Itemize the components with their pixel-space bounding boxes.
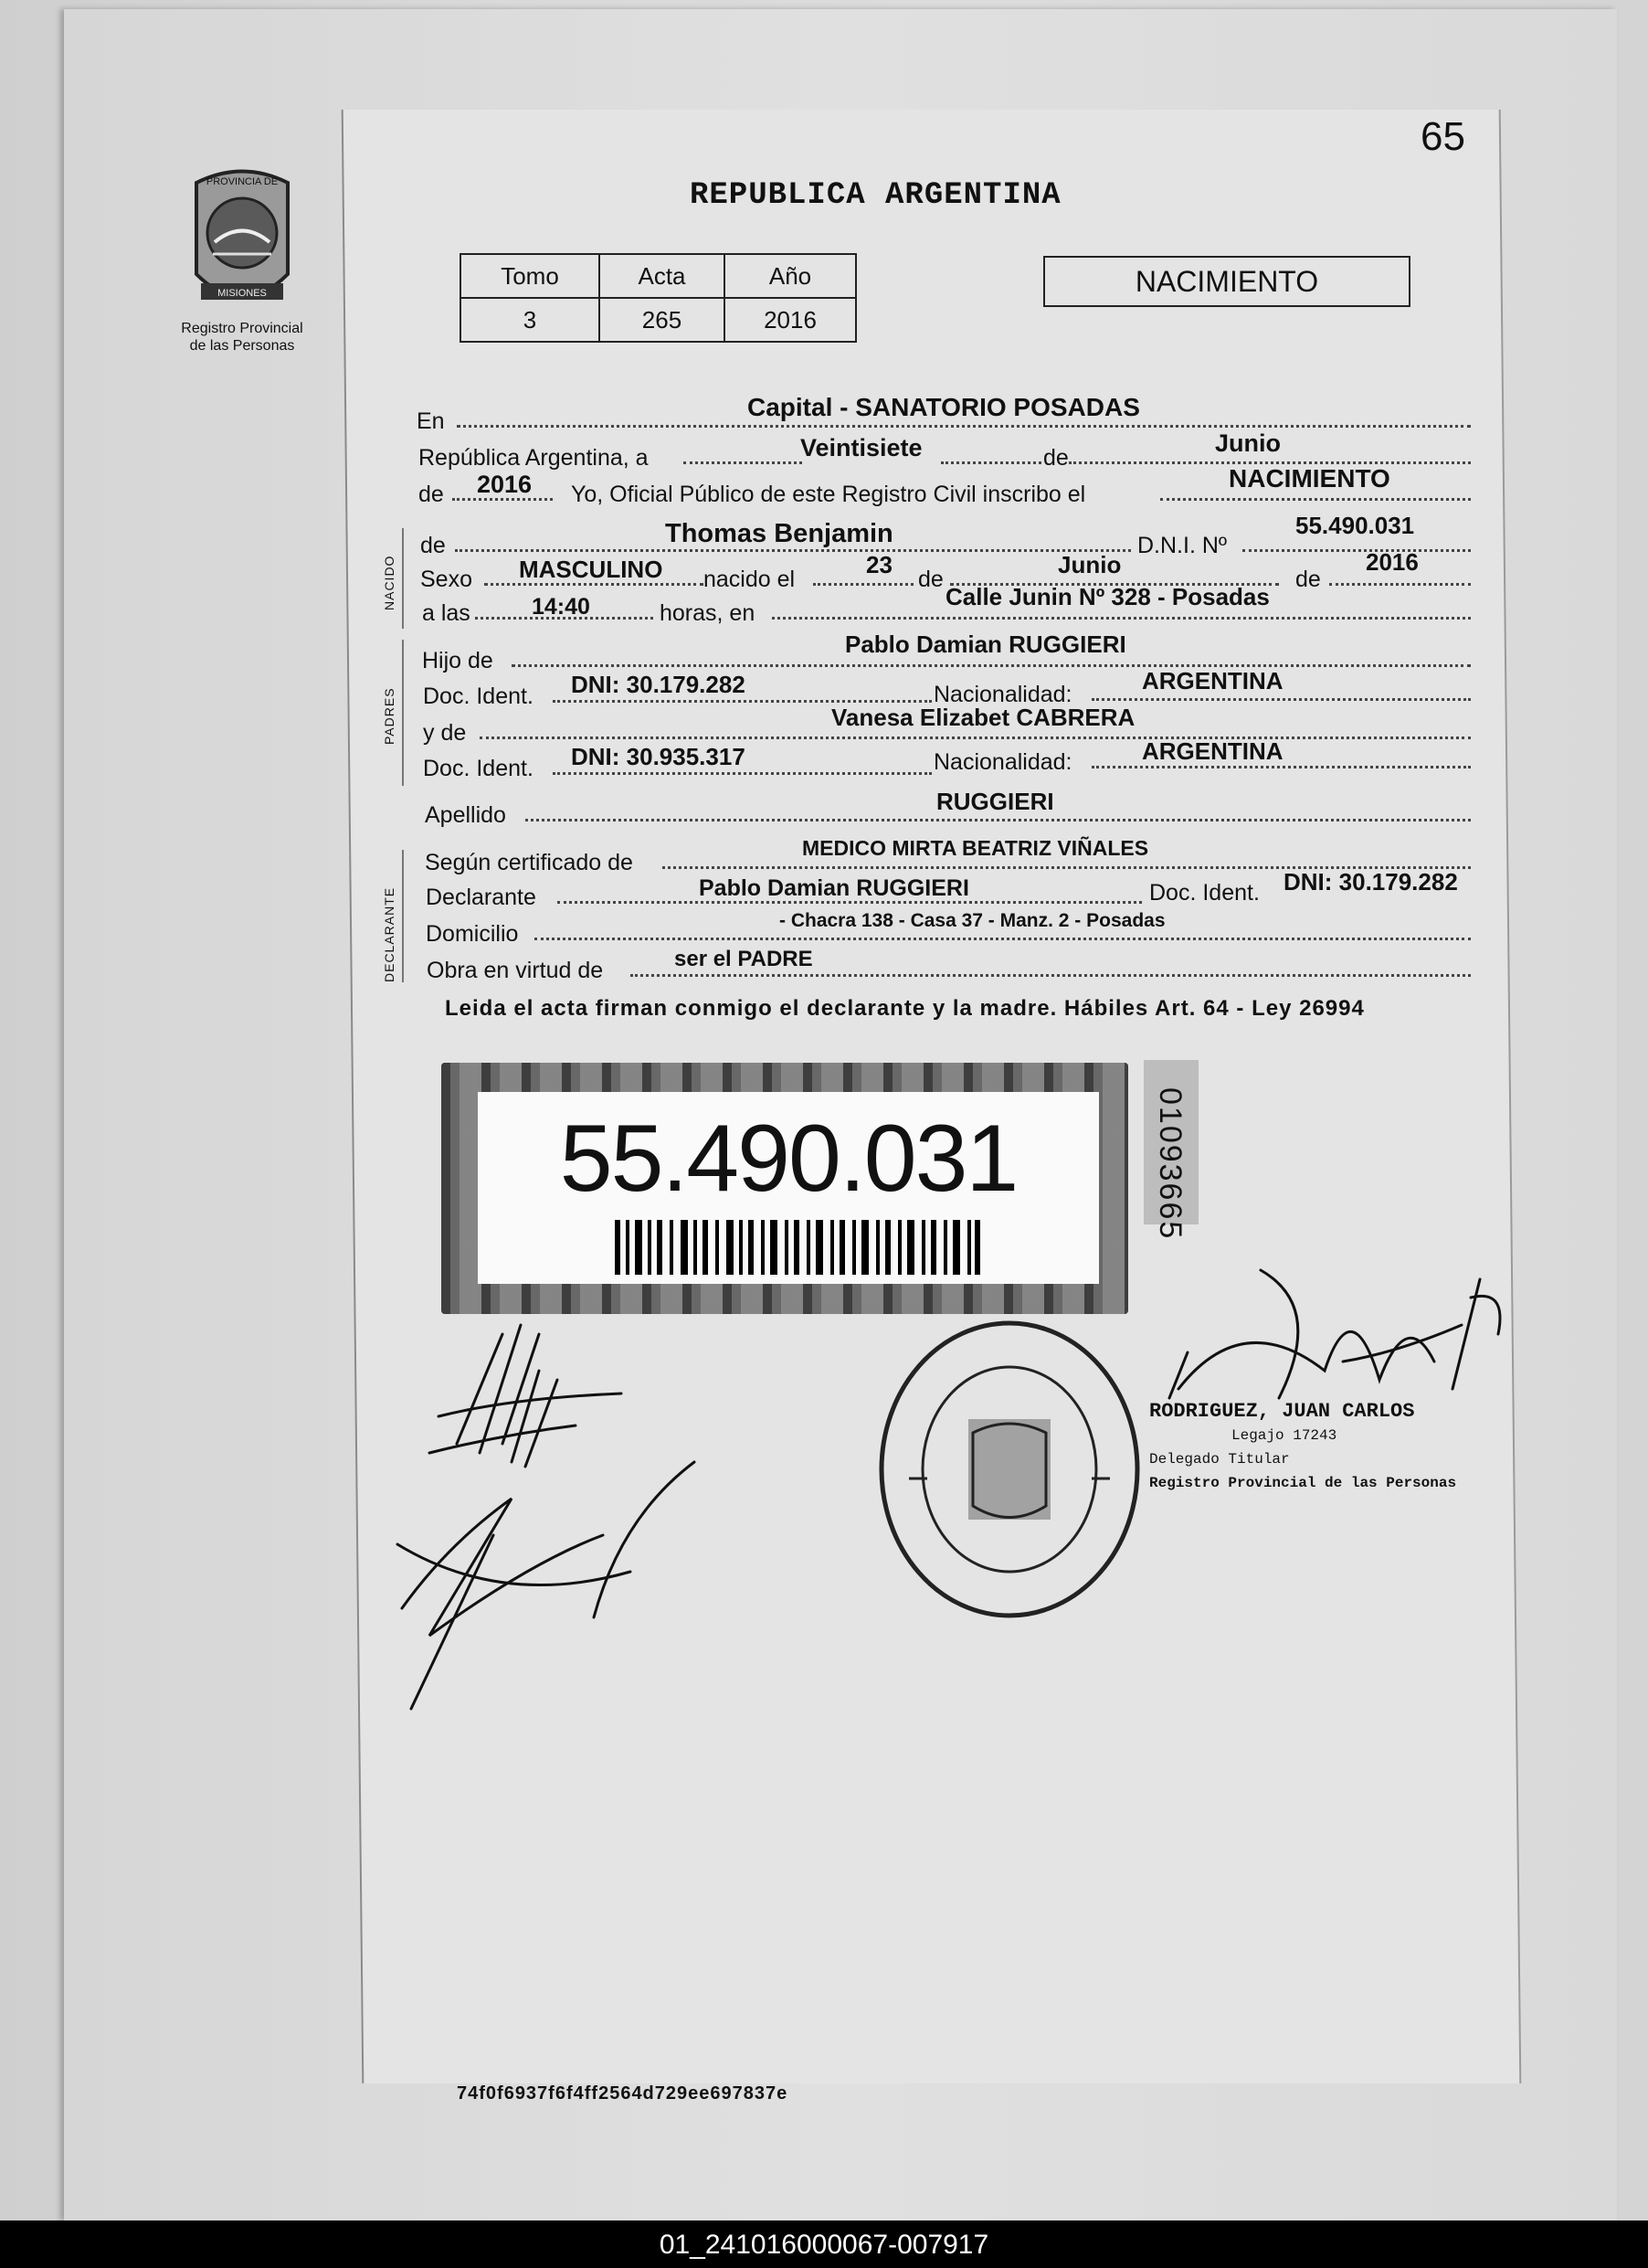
section-divider xyxy=(402,850,404,982)
registry-label-line1: Registro Provincial xyxy=(181,321,303,336)
dotted-line xyxy=(813,583,914,586)
dotted-line xyxy=(457,425,1471,428)
barcode-icon xyxy=(615,1220,980,1275)
en-label: En xyxy=(417,408,445,434)
de4-label: de xyxy=(918,567,944,592)
dotted-line xyxy=(1160,498,1471,501)
official-legajo: Legajo 17243 xyxy=(1231,1427,1337,1444)
registry-label xyxy=(155,320,329,355)
registry-label-line2: de las Personas xyxy=(189,338,295,354)
dotted-line xyxy=(480,737,1471,739)
acto-value: NACIMIENTO xyxy=(1229,464,1390,493)
value-tomo: 3 xyxy=(460,298,599,342)
apellido-value: RUGGIERI xyxy=(936,788,1054,815)
nac2-label: Nacionalidad: xyxy=(934,749,1072,775)
dni-sticker xyxy=(441,1063,1128,1314)
value-ano: 2016 xyxy=(724,298,856,342)
hijo-label: Hijo de xyxy=(422,648,493,673)
de5-label: de xyxy=(1295,567,1321,592)
declarant-signature xyxy=(393,1307,758,1718)
value-acta: 265 xyxy=(599,298,724,342)
dotted-line xyxy=(553,772,932,775)
obra-label: Obra en virtud de xyxy=(427,958,604,983)
certificado-value: MEDICO MIRTA BEATRIZ VIÑALES xyxy=(802,836,1149,860)
nombre-value: Thomas Benjamin xyxy=(665,519,893,548)
hora-value: 14:40 xyxy=(532,594,590,620)
svg-text:MISIONES: MISIONES xyxy=(217,288,267,299)
declarante-dni: DNI: 30.179.282 xyxy=(1284,868,1458,896)
nacido-label: nacido el xyxy=(703,567,796,592)
official-block xyxy=(1149,1400,1456,1495)
dotted-line xyxy=(683,461,802,464)
header-tomo: Tomo xyxy=(460,254,599,298)
en-value: Capital - SANATORIO POSADAS xyxy=(747,393,1140,421)
declarante-label: Declarante xyxy=(426,885,536,910)
padre-dni: DNI: 30.179.282 xyxy=(571,671,745,698)
domicilio-label: Domicilio xyxy=(426,921,519,947)
sticker-label xyxy=(478,1092,1099,1284)
docident3-label: Doc. Ident. xyxy=(1149,880,1260,906)
nac-day: 23 xyxy=(866,551,893,578)
side-label-declarante: DECLARANTE xyxy=(382,886,396,982)
de-label: de xyxy=(1043,445,1069,471)
dotted-line xyxy=(772,617,1471,620)
nac1-label: Nacionalidad: xyxy=(934,682,1072,707)
document-hash: 74f0f6937f6f4ff2564d729ee697837e xyxy=(457,2083,788,2104)
declarante-value: Pablo Damian RUGGIERI xyxy=(699,875,969,901)
dotted-line xyxy=(941,461,1041,464)
official-office: Registro Provincial de las Personas xyxy=(1149,1475,1457,1491)
padre-value: Pablo Damian RUGGIERI xyxy=(845,631,1126,658)
dotted-line xyxy=(534,938,1471,940)
lugar-value: Calle Junin Nº 328 - Posadas xyxy=(945,583,1270,610)
registry-stamp xyxy=(872,1314,1146,1625)
domicilio-value: - Chacra 138 - Casa 37 - Manz. 2 - Posadas xyxy=(779,910,1166,931)
footer-code: 01_241016000067-007917 xyxy=(659,2230,989,2260)
padre-nac: ARGENTINA xyxy=(1142,667,1284,694)
dotted-line xyxy=(553,700,932,703)
dni-value: 55.490.031 xyxy=(1295,512,1415,539)
dotted-line xyxy=(1329,583,1471,586)
de3-label: de xyxy=(420,533,446,558)
section-divider xyxy=(402,528,404,629)
svg-text:PROVINCIA DE: PROVINCIA DE xyxy=(206,176,279,187)
section-divider xyxy=(402,640,404,786)
side-label-padres: PADRES xyxy=(382,687,396,745)
side-label-nacido: NACIDO xyxy=(382,555,396,610)
official-name: RODRIGUEZ, JUAN CARLOS xyxy=(1149,1400,1415,1423)
day-value: Veintisiete xyxy=(800,434,923,461)
record-table xyxy=(460,253,857,343)
closing-text: Leida el acta firman conmigo el declarante y la madre. Hábiles Art. 64 - Ley 26994 xyxy=(445,996,1365,1021)
docident2-label: Doc. Ident. xyxy=(423,756,533,781)
serial-number: 01093665 xyxy=(1153,1087,1188,1241)
madre-value: Vanesa Elizabet CABRERA xyxy=(831,704,1136,731)
alas-label: a las xyxy=(422,600,470,626)
nac-month: Junio xyxy=(1058,551,1122,578)
header-ano: Año xyxy=(724,254,856,298)
nac-year: 2016 xyxy=(1366,548,1419,576)
yde-label: y de xyxy=(423,720,467,746)
republica-label: República Argentina, a xyxy=(418,445,649,471)
de2-label: de xyxy=(418,482,444,507)
yo-label: Yo, Oficial Público de este Registro Civil inscribo el xyxy=(571,482,1086,507)
record-type-box: NACIMIENTO xyxy=(1043,256,1410,307)
dotted-line xyxy=(1242,549,1471,552)
dotted-line xyxy=(525,819,1471,821)
dotted-line xyxy=(455,549,1131,552)
provincial-emblem-icon xyxy=(178,164,306,324)
country-title: REPUBLICA ARGENTINA xyxy=(690,178,1062,213)
sexo-value: MASCULINO xyxy=(519,556,663,583)
sticker-dni-number: 55.490.031 xyxy=(559,1106,1018,1212)
dotted-line xyxy=(512,664,1471,667)
dni-label: D.N.I. Nº xyxy=(1137,533,1228,558)
sexo-label: Sexo xyxy=(420,567,472,592)
segun-label: Según certificado de xyxy=(425,850,633,875)
year-value: 2016 xyxy=(477,471,533,498)
madre-nac: ARGENTINA xyxy=(1142,737,1284,765)
month-value: Junio xyxy=(1215,429,1281,457)
madre-dni: DNI: 30.935.317 xyxy=(571,743,745,770)
horas-label: horas, en xyxy=(660,600,755,626)
apellido-label: Apellido xyxy=(425,802,506,828)
docident1-label: Doc. Ident. xyxy=(423,684,533,709)
official-title: Delegado Titular xyxy=(1149,1451,1290,1468)
dotted-line xyxy=(630,974,1471,977)
page-number: 65 xyxy=(1421,114,1465,159)
dotted-line xyxy=(1092,766,1471,768)
dotted-line xyxy=(1092,698,1471,701)
header-acta: Acta xyxy=(599,254,724,298)
obra-value: ser el PADRE xyxy=(674,947,813,971)
